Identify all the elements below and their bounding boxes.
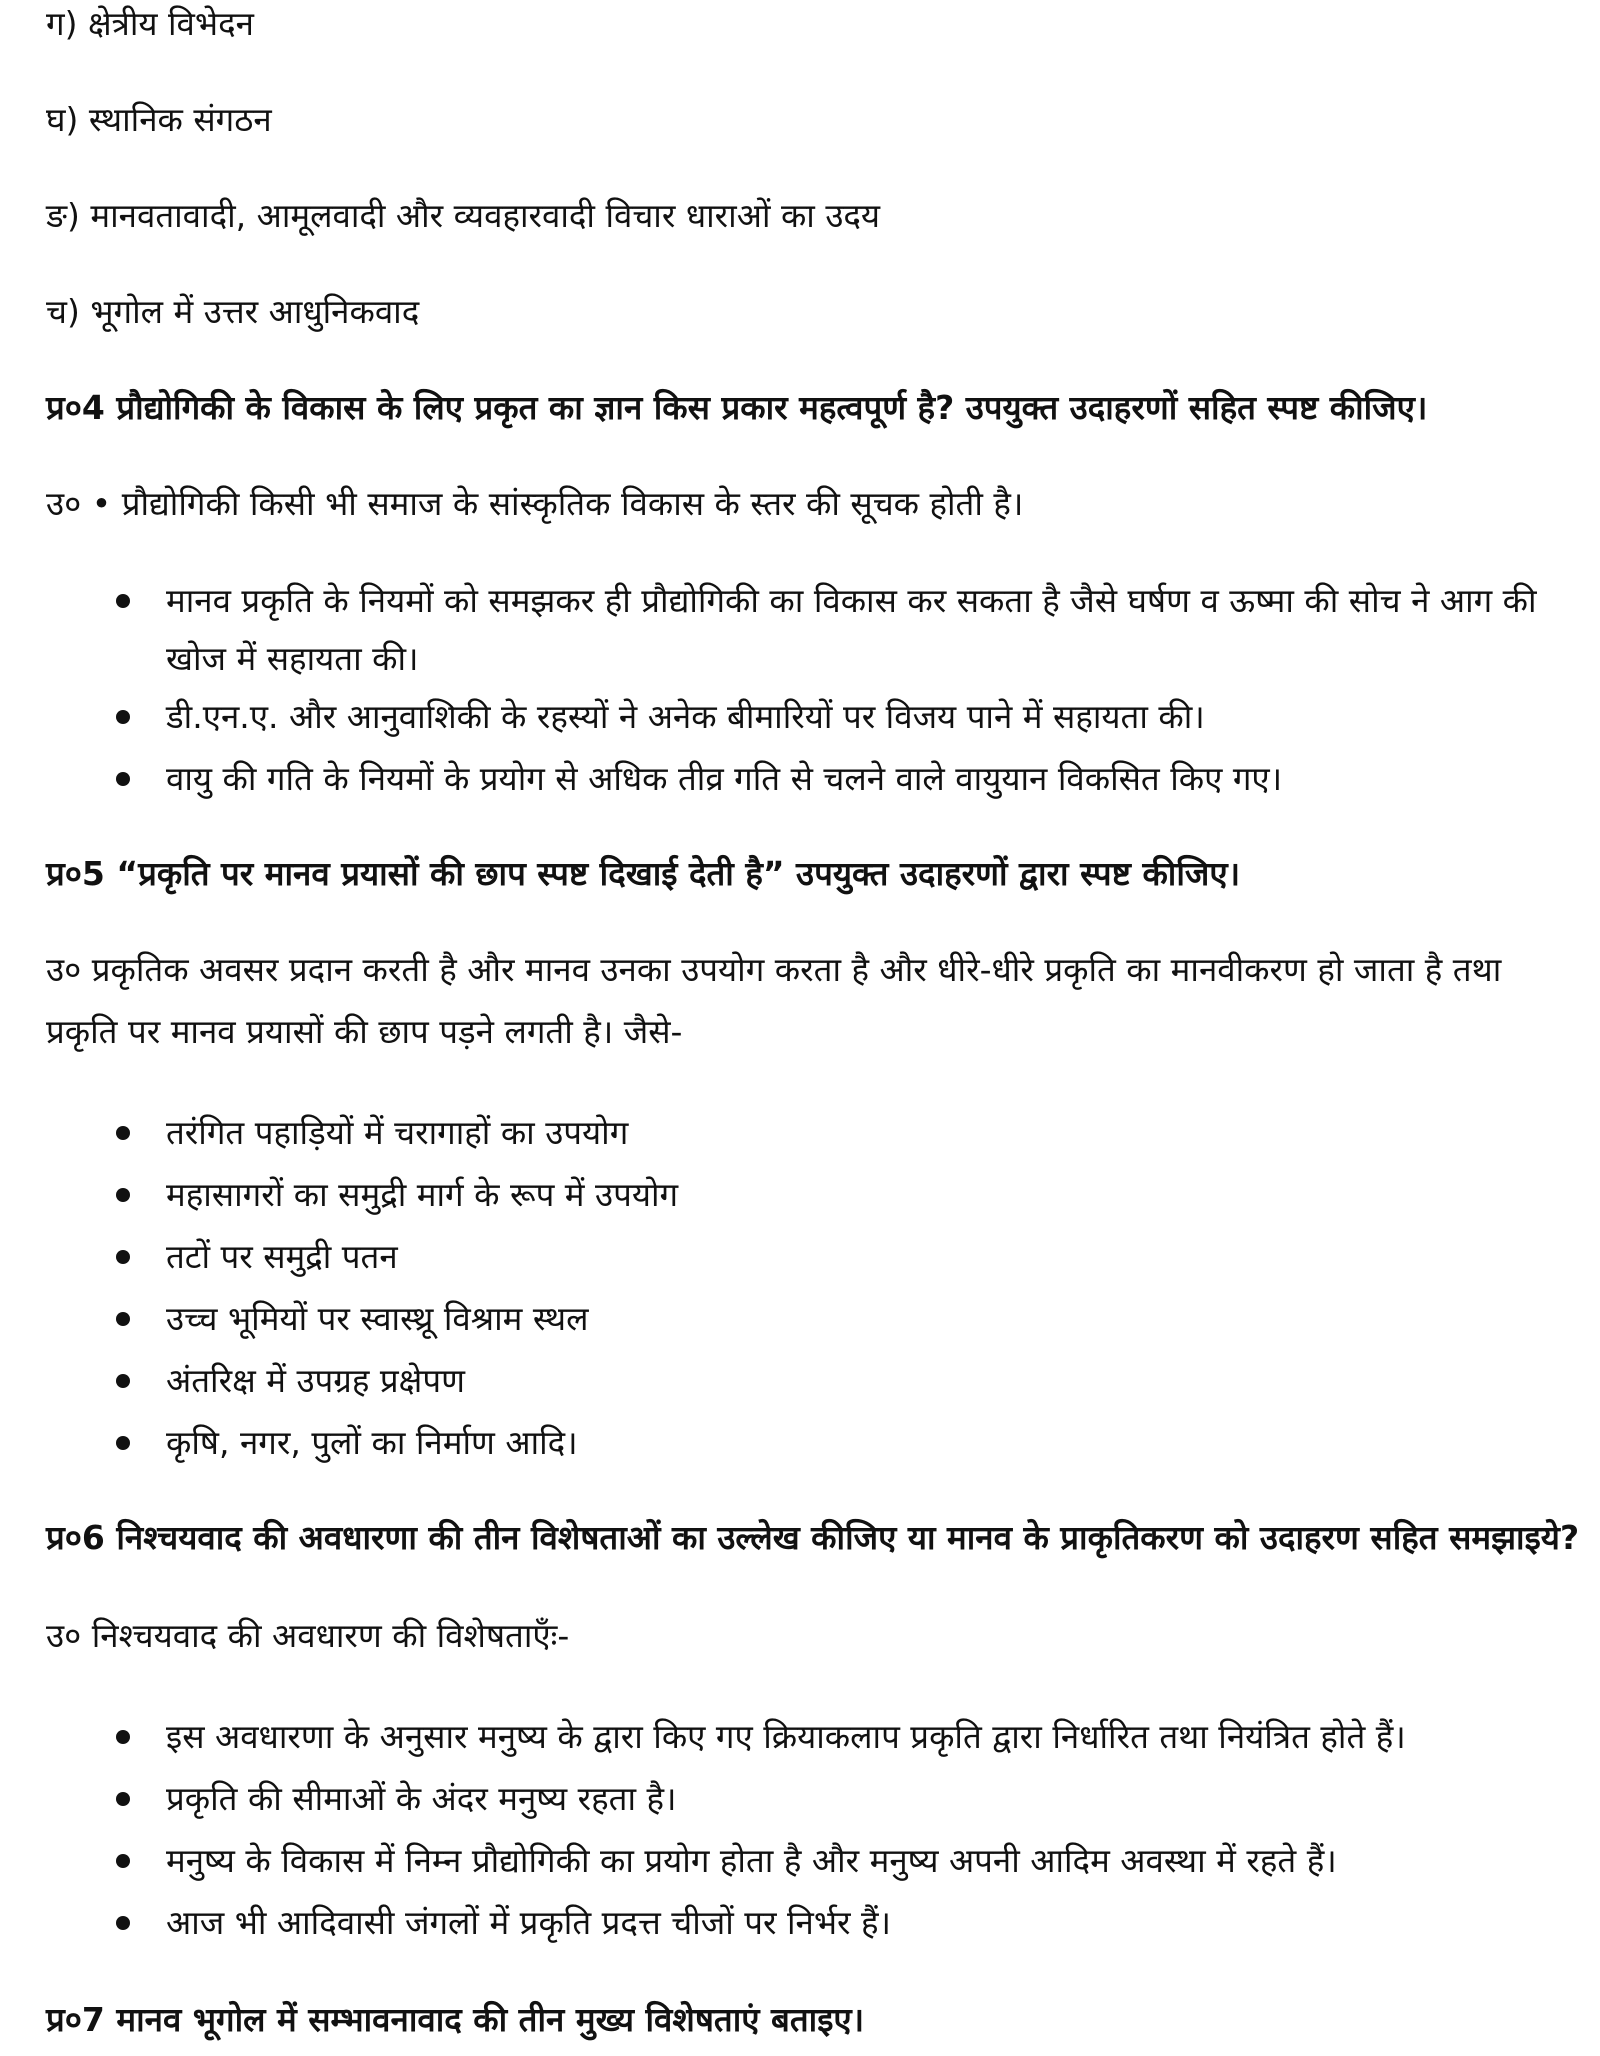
bullet-icon bbox=[116, 1312, 130, 1326]
q5-bullet-5-text: अंतरिक्ष में उपग्रह प्रक्षेपण bbox=[166, 1361, 465, 1400]
q6-bullet-3 bbox=[116, 1832, 1566, 1890]
list-item-gh: घ) स्थानिक संगठन bbox=[46, 100, 272, 139]
bullet-icon bbox=[116, 1730, 130, 1744]
q6-bullet-1 bbox=[116, 1708, 1566, 1766]
q4-bullet-2 bbox=[116, 688, 1566, 746]
q5-bullet-1 bbox=[116, 1104, 1566, 1162]
bullet-icon bbox=[116, 1792, 130, 1806]
q5-bullet-6-text: कृषि, नगर, पुलों का निर्माण आदि। bbox=[166, 1423, 578, 1462]
question-5: प्र०5 “प्रकृति पर मानव प्रयासों की छाप स्पष्ट दिखाई देती है” उपयुक्त उदाहरणों द्वारा स्पष्ट कीजिए। bbox=[46, 854, 1241, 893]
answer-6-intro: उ० निश्चयवाद की अवधारण की विशेषताएँः- bbox=[46, 1616, 570, 1655]
q4-bullet-3 bbox=[116, 750, 1566, 808]
q5-bullet-4-text: उच्च भूमियों पर स्वास्थ्रू विश्राम स्थल bbox=[166, 1299, 589, 1338]
answer-4-intro: उ० • प्रौद्योगिकी किसी भी समाज के सांस्कृतिक विकास के स्तर की सूचक होती है। bbox=[46, 484, 1024, 523]
bullet-icon bbox=[116, 1916, 130, 1930]
q5-bullet-6 bbox=[116, 1414, 1566, 1472]
question-4: प्र०4 प्रौद्योगिकी के विकास के लिए प्रकृत का ज्ञान किस प्रकार महत्वपूर्ण है? उपयुक्त उदाहरणों सहित स्पष्ट कीजिए। bbox=[46, 388, 1428, 427]
bullet-icon bbox=[116, 1126, 130, 1140]
bullet-icon bbox=[116, 1188, 130, 1202]
question-6: प्र०6 निश्चयवाद की अवधारणा की तीन विशेषताओं का उल्लेख कीजिए या मानव के प्राकृतिकरण को उदाहरण सहित समझाइये? bbox=[46, 1518, 1580, 1557]
bullet-icon bbox=[116, 710, 130, 724]
q6-bullet-4 bbox=[116, 1894, 1566, 1952]
bullet-icon bbox=[116, 772, 130, 786]
bullet-icon bbox=[116, 1374, 130, 1388]
list-item-g: ग) क्षेत्रीय विभेदन bbox=[46, 4, 254, 43]
q6-bullet-4-text: आज भी आदिवासी जंगलों में प्रकृति प्रदत्त चीजों पर निर्भर हैं। bbox=[166, 1903, 892, 1942]
bullet-icon bbox=[116, 1854, 130, 1868]
list-item-ch: च) भूगोल में उत्तर आधुनिकवाद bbox=[46, 292, 420, 331]
q4-bullet-1 bbox=[116, 572, 1566, 688]
q4-bullet-1-text: मानव प्रकृति के नियमों को समझकर ही प्रौद्योगिकी का विकास कर सकता है जैसे घर्षण व ऊष्मा की सोच ने आग की खोज में सहायता की। bbox=[166, 581, 1537, 678]
bullet-icon bbox=[116, 594, 130, 608]
answer-5-line-1: उ० प्रकृतिक अवसर प्रदान करती है और मानव उनका उपयोग करता है और धीरे-धीरे प्रकृति का मानवीकरण हो जाता है तथा bbox=[46, 950, 1502, 989]
q5-bullet-1-text: तरंगित पहाड़ियों में चरागाहों का उपयोग bbox=[166, 1113, 629, 1152]
q6-bullet-3-text: मनुष्य के विकास में निम्न प्रौद्योगिकी का प्रयोग होता है और मनुष्य अपनी आदिम अवस्था में रहते हैं। bbox=[166, 1841, 1337, 1880]
bullet-icon bbox=[116, 1436, 130, 1450]
q5-bullet-2-text: महासागरों का समुद्री मार्ग के रूप में उपयोग bbox=[166, 1175, 679, 1214]
answer-5-line-2: प्रकृति पर मानव प्रयासों की छाप पड़ने लगती है। जैसे- bbox=[46, 1012, 683, 1051]
bullet-icon bbox=[116, 1250, 130, 1264]
question-7: प्र०7 मानव भूगोल में सम्भावनावाद की तीन मुख्य विशेषताएं बताइए। bbox=[46, 2000, 865, 2039]
q4-bullet-3-text: वायु की गति के नियमों के प्रयोग से अधिक तीव्र गति से चलने वाले वायुयान विकसित किए गए। bbox=[166, 759, 1283, 798]
q6-bullet-1-text: इस अवधारणा के अनुसार मनुष्य के द्वारा किए गए क्रियाकलाप प्रकृति द्वारा निर्धारित तथा नियंत्रित होते हैं। bbox=[166, 1717, 1406, 1756]
list-item-ng: ङ) मानवतावादी, आमूलवादी और व्यवहारवादी विचार धाराओं का उदय bbox=[46, 196, 881, 235]
q6-bullet-2-text: प्रकृति की सीमाओं के अंदर मनुष्य रहता है। bbox=[166, 1779, 677, 1818]
q5-bullet-3-text: तटों पर समुद्री पतन bbox=[166, 1237, 398, 1276]
q5-bullet-4 bbox=[116, 1290, 1566, 1348]
q5-bullet-5 bbox=[116, 1352, 1566, 1410]
q4-bullet-2-text: डी.एन.ए. और आनुवाशिकी के रहस्यों ने अनेक बीमारियों पर विजय पाने में सहायता की। bbox=[166, 697, 1205, 736]
q5-bullet-3 bbox=[116, 1228, 1566, 1286]
q5-bullet-2 bbox=[116, 1166, 1566, 1224]
q6-bullet-2 bbox=[116, 1770, 1566, 1828]
